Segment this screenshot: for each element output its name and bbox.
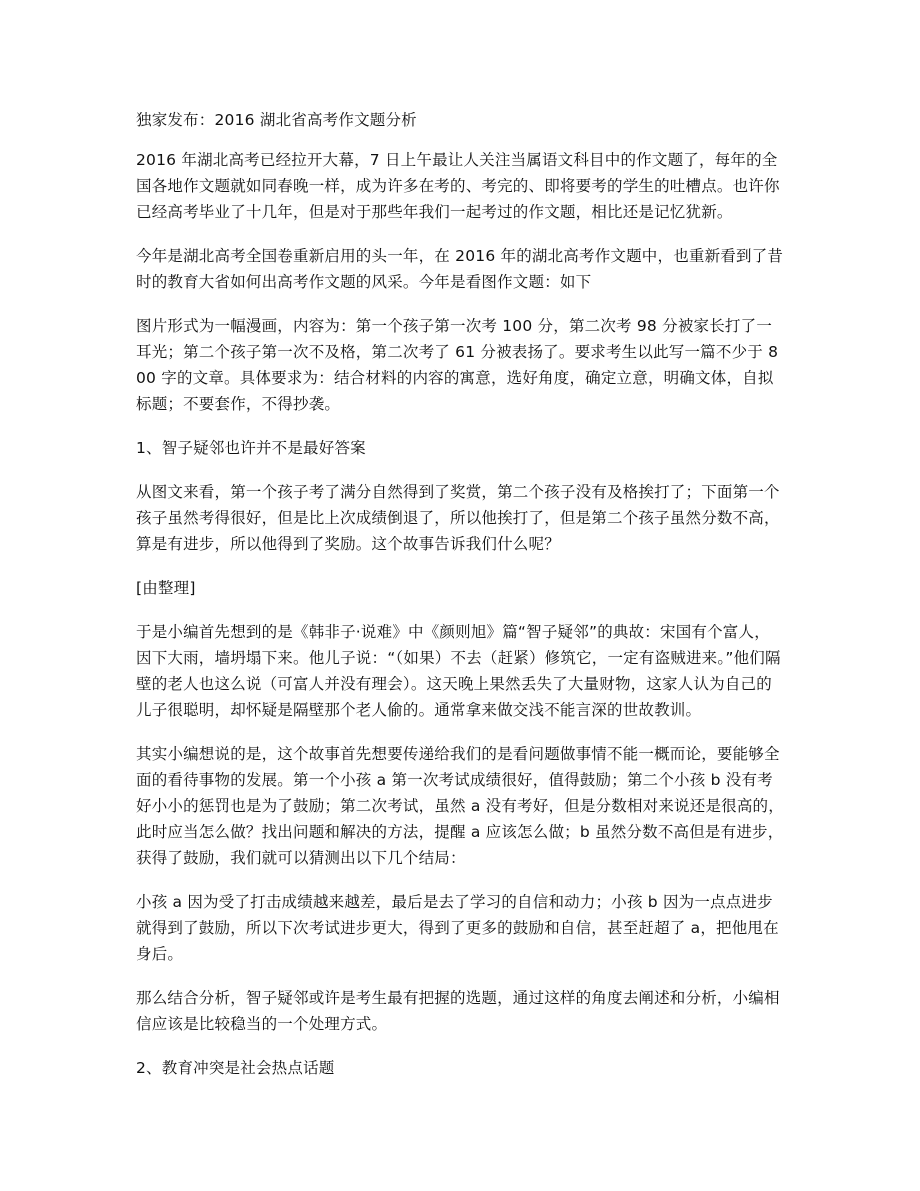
paragraph-background: 今年是湖北高考全国卷重新启用的头一年，在 2016 年的湖北高考作文题中，也重新看到了昔时的教育大省如何出高考作文题的风采。今年是看图作文题：如下 <box>136 247 784 291</box>
section-heading-1: 1、智子疑邻也许并不是最好答案 <box>136 439 366 457</box>
paragraph-editor-view: 其实小编想说的是，这个故事首先想要传递给我们的是看问题做事情不能一概而论，要能够全面的看待事物的发展。第一个小孩 a 第一次考试成绩很好，值得鼓励；第二个小孩 b 没有考好小小的惩罚也是为了鼓励；第二次考试，虽然 a 没有考好，但是分数相对来说还是很高的，此时应当怎么做？找出问题和解决的方法，提醒 a 应该怎么做；b 虽然分数不高但是有进步，获得了鼓励，我们就可以猜测出以下几个结局： <box>136 745 784 867</box>
document-title: 独家发布：2016 湖北省高考作文题分析 <box>136 111 417 129</box>
paragraph-intro: 2016 年湖北高考已经拉开大幕，7 日上午最让人关注当属语文科目中的作文题了，每年的全国各地作文题就如同春晚一样，成为许多在考的、考完的、即将要考的学生的吐槽点。也许你已经高考毕业了十几年，但是对于那些年我们一起考过的作文题，相比还是记忆犹新。 <box>136 151 780 221</box>
paragraph-prompt: 图片形式为一幅漫画，内容为：第一个孩子第一次考 100 分，第二次考 98 分被家长打了一耳光；第二个孩子第一次不及格，第二次考了 61 分被表扬了。要求考生以此写一篇不少于 800 字的文章。具体要求为：结合材料的内容的寓意，选好角度，确定立意，明确文体，自拟标题；不要套作，不得抄袭。 <box>136 317 779 413</box>
section-heading-2: 2、教育冲突是社会热点话题 <box>136 1059 335 1077</box>
paragraph-outcomes: 小孩 a 因为受了打击成绩越来越差，最后是去了学习的自信和动力；小孩 b 因为一点点进步就得到了鼓励，所以下次考试进步更大，得到了更多的鼓励和自信，甚至赶超了 a，把他甩在身后。 <box>136 893 779 963</box>
paragraph-conclusion: 那么结合分析，智子疑邻或许是考生最有把握的选题，通过这样的角度去阐述和分析，小编相信应该是比较稳当的一个处理方式。 <box>136 989 780 1033</box>
paragraph-analysis: 从图文来看，第一个孩子考了满分自然得到了奖赏，第二个孩子没有及格挨打了；下面第一个孩子虽然考得很好，但是比上次成绩倒退了，所以他挨打了，但是第二个孩子虽然分数不高，算是有进步，所以他得到了奖励。这个故事告诉我们什么呢？ <box>136 483 780 553</box>
paragraph-story: 于是小编首先想到的是《韩非子·说难》中《颜则旭》篇“智子疑邻”的典故：宋国有个富人，因下大雨，墙坍塌下来。他儿子说：“（如果）不去（赶紧）修筑它，一定有盗贼进来。”他们隔壁的老人也这么说（可富人并没有理会）。这天晚上果然丢失了大量财物，这家人认为自己的儿子很聪明，却怀疑是隔壁那个老人偷的。通常拿来做交浅不能言深的世故教训。 <box>136 623 781 719</box>
paragraph-source-note: [由整理] <box>136 579 196 597</box>
